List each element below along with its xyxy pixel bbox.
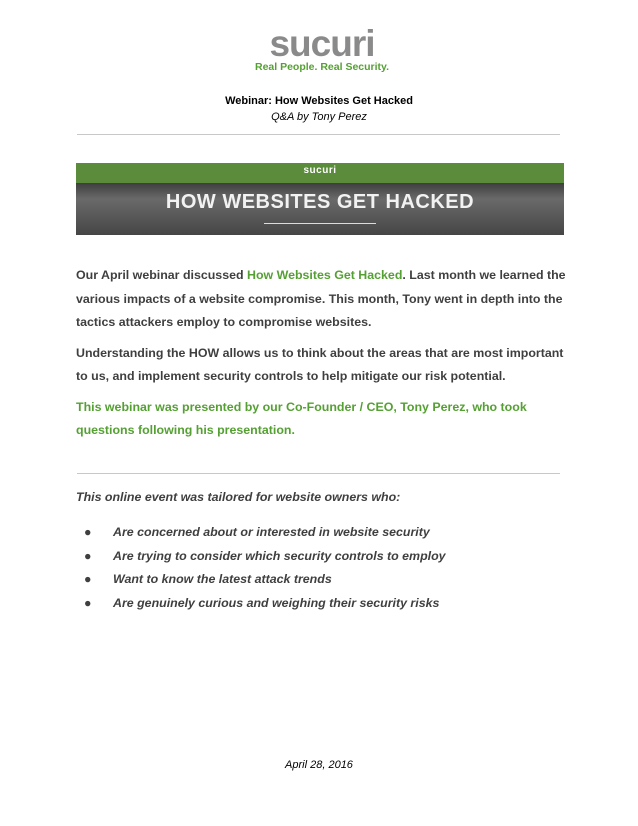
bullet-icon: ● [84,595,92,610]
document-title: Webinar: How Websites Get Hacked [225,95,413,107]
bullet-icon: ● [84,572,92,586]
webinar-link[interactable]: How Websites Get Hacked [247,268,403,282]
audience-list [84,521,446,615]
list-item [84,592,446,616]
intro-section [76,264,566,450]
audience-heading: This online event was tailored for website owners who: [76,490,401,504]
logo-wordmark: sucuri [269,23,375,64]
banner-brand: sucuri [303,165,337,176]
divider-middle [77,473,560,474]
sucuri-logo [247,22,397,72]
list-item [84,545,446,569]
list-item-text: Are trying to consider which security controls to employ [113,548,446,563]
intro-p1-after: . Last month we learned the various impacts of a website compromise. This month, Tony went in depth into the tactics attackers employ to compromise websites. [76,268,566,329]
intro-paragraph-2: Understanding the HOW allows us to think about the areas that are most important to us, and implement security controls to help mitigate our risk potential. [76,345,564,383]
footer-date: April 28, 2016 [285,759,353,771]
intro-p1-before: Our April webinar discussed [76,268,247,282]
banner-headline: HOW WEBSITES GET HACKED [165,191,475,213]
list-item-text: Want to know the latest attack trends [113,572,332,586]
list-item [84,521,446,545]
webinar-banner [76,163,564,235]
list-item-text: Are genuinely curious and weighing their security risks [113,595,440,610]
banner-underline [264,223,376,224]
bullet-icon: ● [84,548,92,563]
logo-tagline: Real People. Real Security. [254,61,390,72]
divider-top [77,134,560,135]
document-subtitle: Q&A by Tony Perez [271,111,367,123]
bullet-icon: ● [84,525,92,539]
presenter-paragraph: This webinar was presented by our Co-Founder / CEO, Tony Perez, who took questions following his presentation. [76,399,527,437]
list-item [84,568,446,592]
intro-paragraph-1 [76,264,566,335]
list-item-text: Are concerned about or interested in website security [113,525,430,539]
